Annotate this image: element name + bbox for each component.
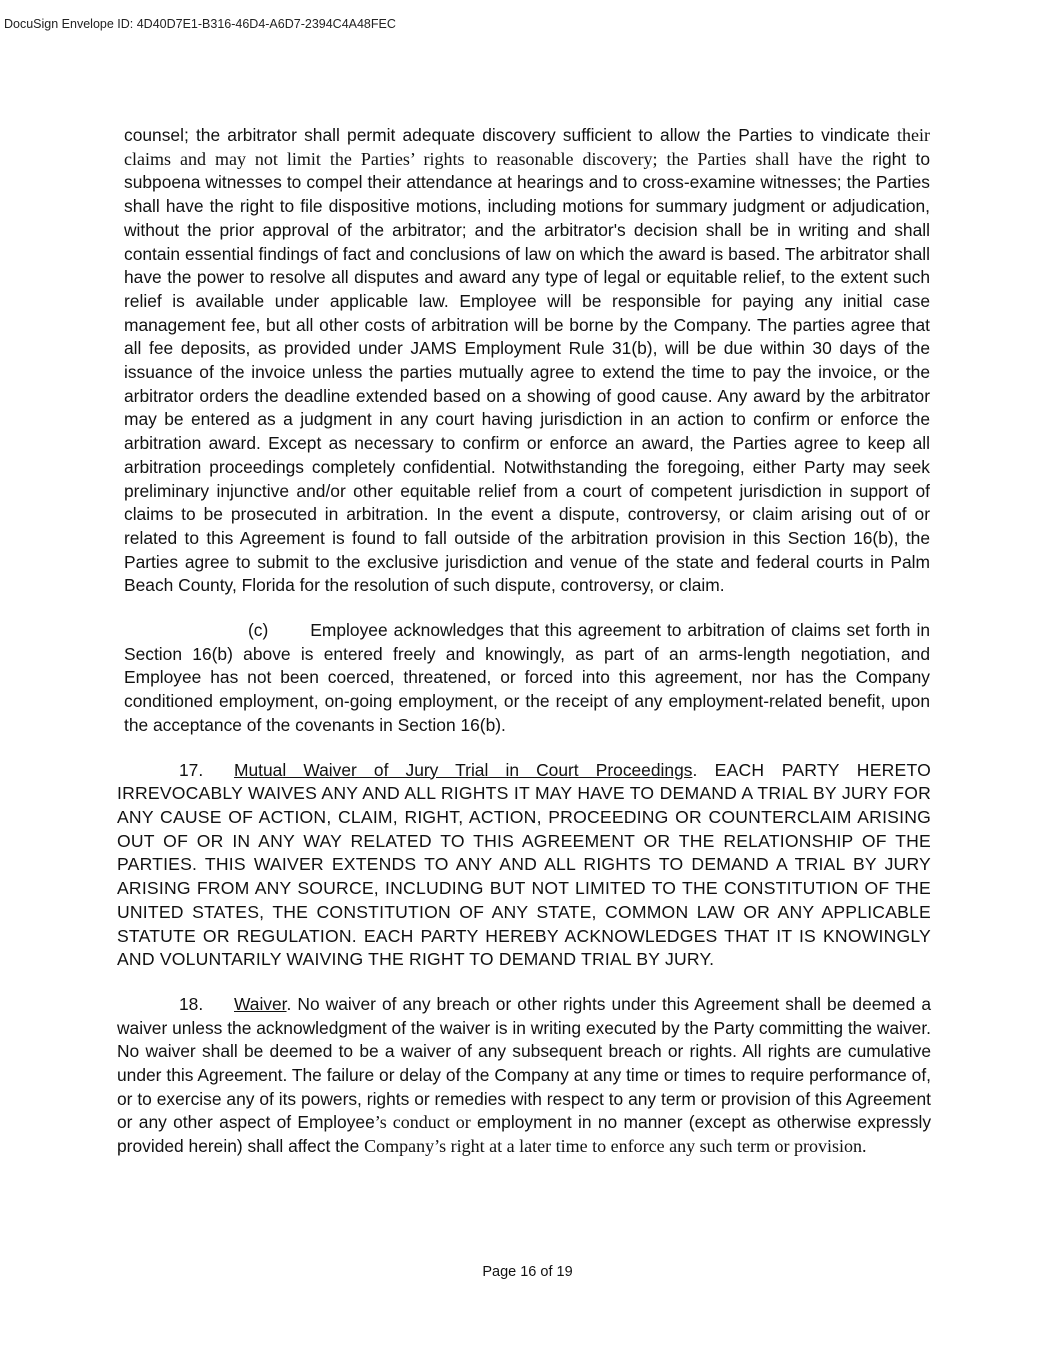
docusign-envelope-id: DocuSign Envelope ID: 4D40D7E1-B316-46D4-A6D7-2394C4A48FEC [4, 17, 396, 31]
section-16b-text-3: right to subpoena witnesses to compel their attendance at hearings and to cross-examine witnesses; the Parties shall have the right to file dispositive motions, including motions for summary judgment or adjudication, without the prior approval of the arbitrator; and the arbitrator's decision shall be in writing and shall contain essential findings of fact and conclusions of law on which the award is based. The arbitrator shall have the power to resolve all disputes and award any type of legal or equitable relief, to the extent such relief is available under applicable law. Employee will be responsible for paying any initial case management fee, but all other costs of arbitration will be borne by the Company. The parties agree that all fee deposits, as provided under JAMS Employment Rule 31(b), will be due within 30 days of the issuance of the invoice unless the parties mutually agree to extend the time to pay the invoice, or the arbitrator orders the deadline extended based on a showing of good cause. Any award by the arbitrator may be entered as a judgment in any court having jurisdiction in an action to confirm or enforce the arbitration award. Except as necessary to confirm or enforce an award, the Parties agree to keep all arbitration proceedings completely confidential. Notwithstanding the foregoing, either Party may seek preliminary injunctive and/or other equitable relief from a court of competent jurisdiction in support of claims to be prosecuted in arbitration. In the event a dispute, controversy, or claim arising out of or related to this Agreement is found to fall outside of the arbitration provision in this Section 16(b), the Parties agree to submit to the exclusive jurisdiction and venue of the state and federal courts in Palm Beach County, Florida for the resolution of such dispute, controversy, or claim. [124, 148, 930, 596]
section-18 [117, 993, 931, 1159]
section-18-text-2: ’s conduct or [374, 1112, 471, 1133]
section-16b-text-1: counsel; the arbitrator shall permit adequate discovery sufficient to allow the Parties to vindicate [124, 125, 897, 145]
section-17-heading: Mutual Waiver of Jury Trial in Court Proceedings [234, 759, 693, 780]
section-16b-continuation [124, 124, 930, 598]
section-16c-label: (c) [248, 620, 269, 641]
section-18-number: 18. [179, 993, 204, 1014]
section-16c-text: Employee acknowledges that this agreement to arbitration of claims set forth in Section 16(b) above is entered freely and knowingly, as part of an arms-length negotiation, and Employee has not been coerced, threatened, or forced into this agreement, nor has the Company conditioned employment, on-going employment, or the receipt of any employment-related benefit, upon the acceptance of the covenants in Section 16(b). [124, 620, 930, 735]
section-18-period: . [286, 993, 292, 1014]
section-18-text-4: Company’s right at a later time to enforce any such term or provision. [364, 1136, 867, 1157]
section-18-text-1: No waiver of any breach or other rights under this Agreement shall be deemed a waiver unless the acknowledgment of the waiver is in writing executed by the Party committing the waiver. No waiver shall be deemed to be a waiver of any subsequent breach or rights. All rights are cumulative under this Agreement. The failure or delay of the Company at any time or times to require performance of, or to exercise any of its powers, rights or remedies with respect to any term or provision of this Agreement or any other aspect of Employee [117, 993, 931, 1133]
section-17 [117, 759, 931, 972]
section-17-number: 17. [179, 759, 204, 780]
section-16c [124, 619, 930, 738]
section-16b-text-2: their claims and may not limit the Parties’ rights to reasonable discovery; the Parties shall have the [124, 125, 930, 169]
section-18-text-3: employment in no manner (except as otherwise expressly provided herein) shall affect the [117, 1112, 932, 1157]
section-18-heading: Waiver [234, 993, 287, 1014]
document-body [117, 124, 932, 1159]
section-17-text: EACH PARTY HERETO IRREVOCABLY WAIVES ANY AND ALL RIGHTS IT MAY HAVE TO DEMAND A TRIAL BY JURY FOR ANY CAUSE OF ACTION, CLAIM, RIGHT, ACTION, PROCEEDING OR COUNTERCLAIM ARISING OUT OF OR IN ANY WAY RELATED TO THIS AGREEMENT OR THE RELATIONSHIP OF THE PARTIES. THIS WAIVER EXTENDS TO ANY AND ALL RIGHTS TO DEMAND A TRIAL BY JURY ARISING FROM ANY SOURCE, INCLUDING BUT NOT LIMITED TO THE CONSTITUTION OF THE UNITED STATES, THE CONSTITUTION OF ANY STATE, COMMON LAW OR ANY APPLICABLE STATUTE OR REGULATION. EACH PARTY HEREBY ACKNOWLEDGES THAT IT IS KNOWINGLY AND VOLUNTARILY WAIVING THE RIGHT TO DEMAND TRIAL BY JURY. [117, 759, 931, 970]
section-17-period: . [692, 759, 698, 780]
page-number: Page 16 of 19 [482, 1264, 573, 1280]
